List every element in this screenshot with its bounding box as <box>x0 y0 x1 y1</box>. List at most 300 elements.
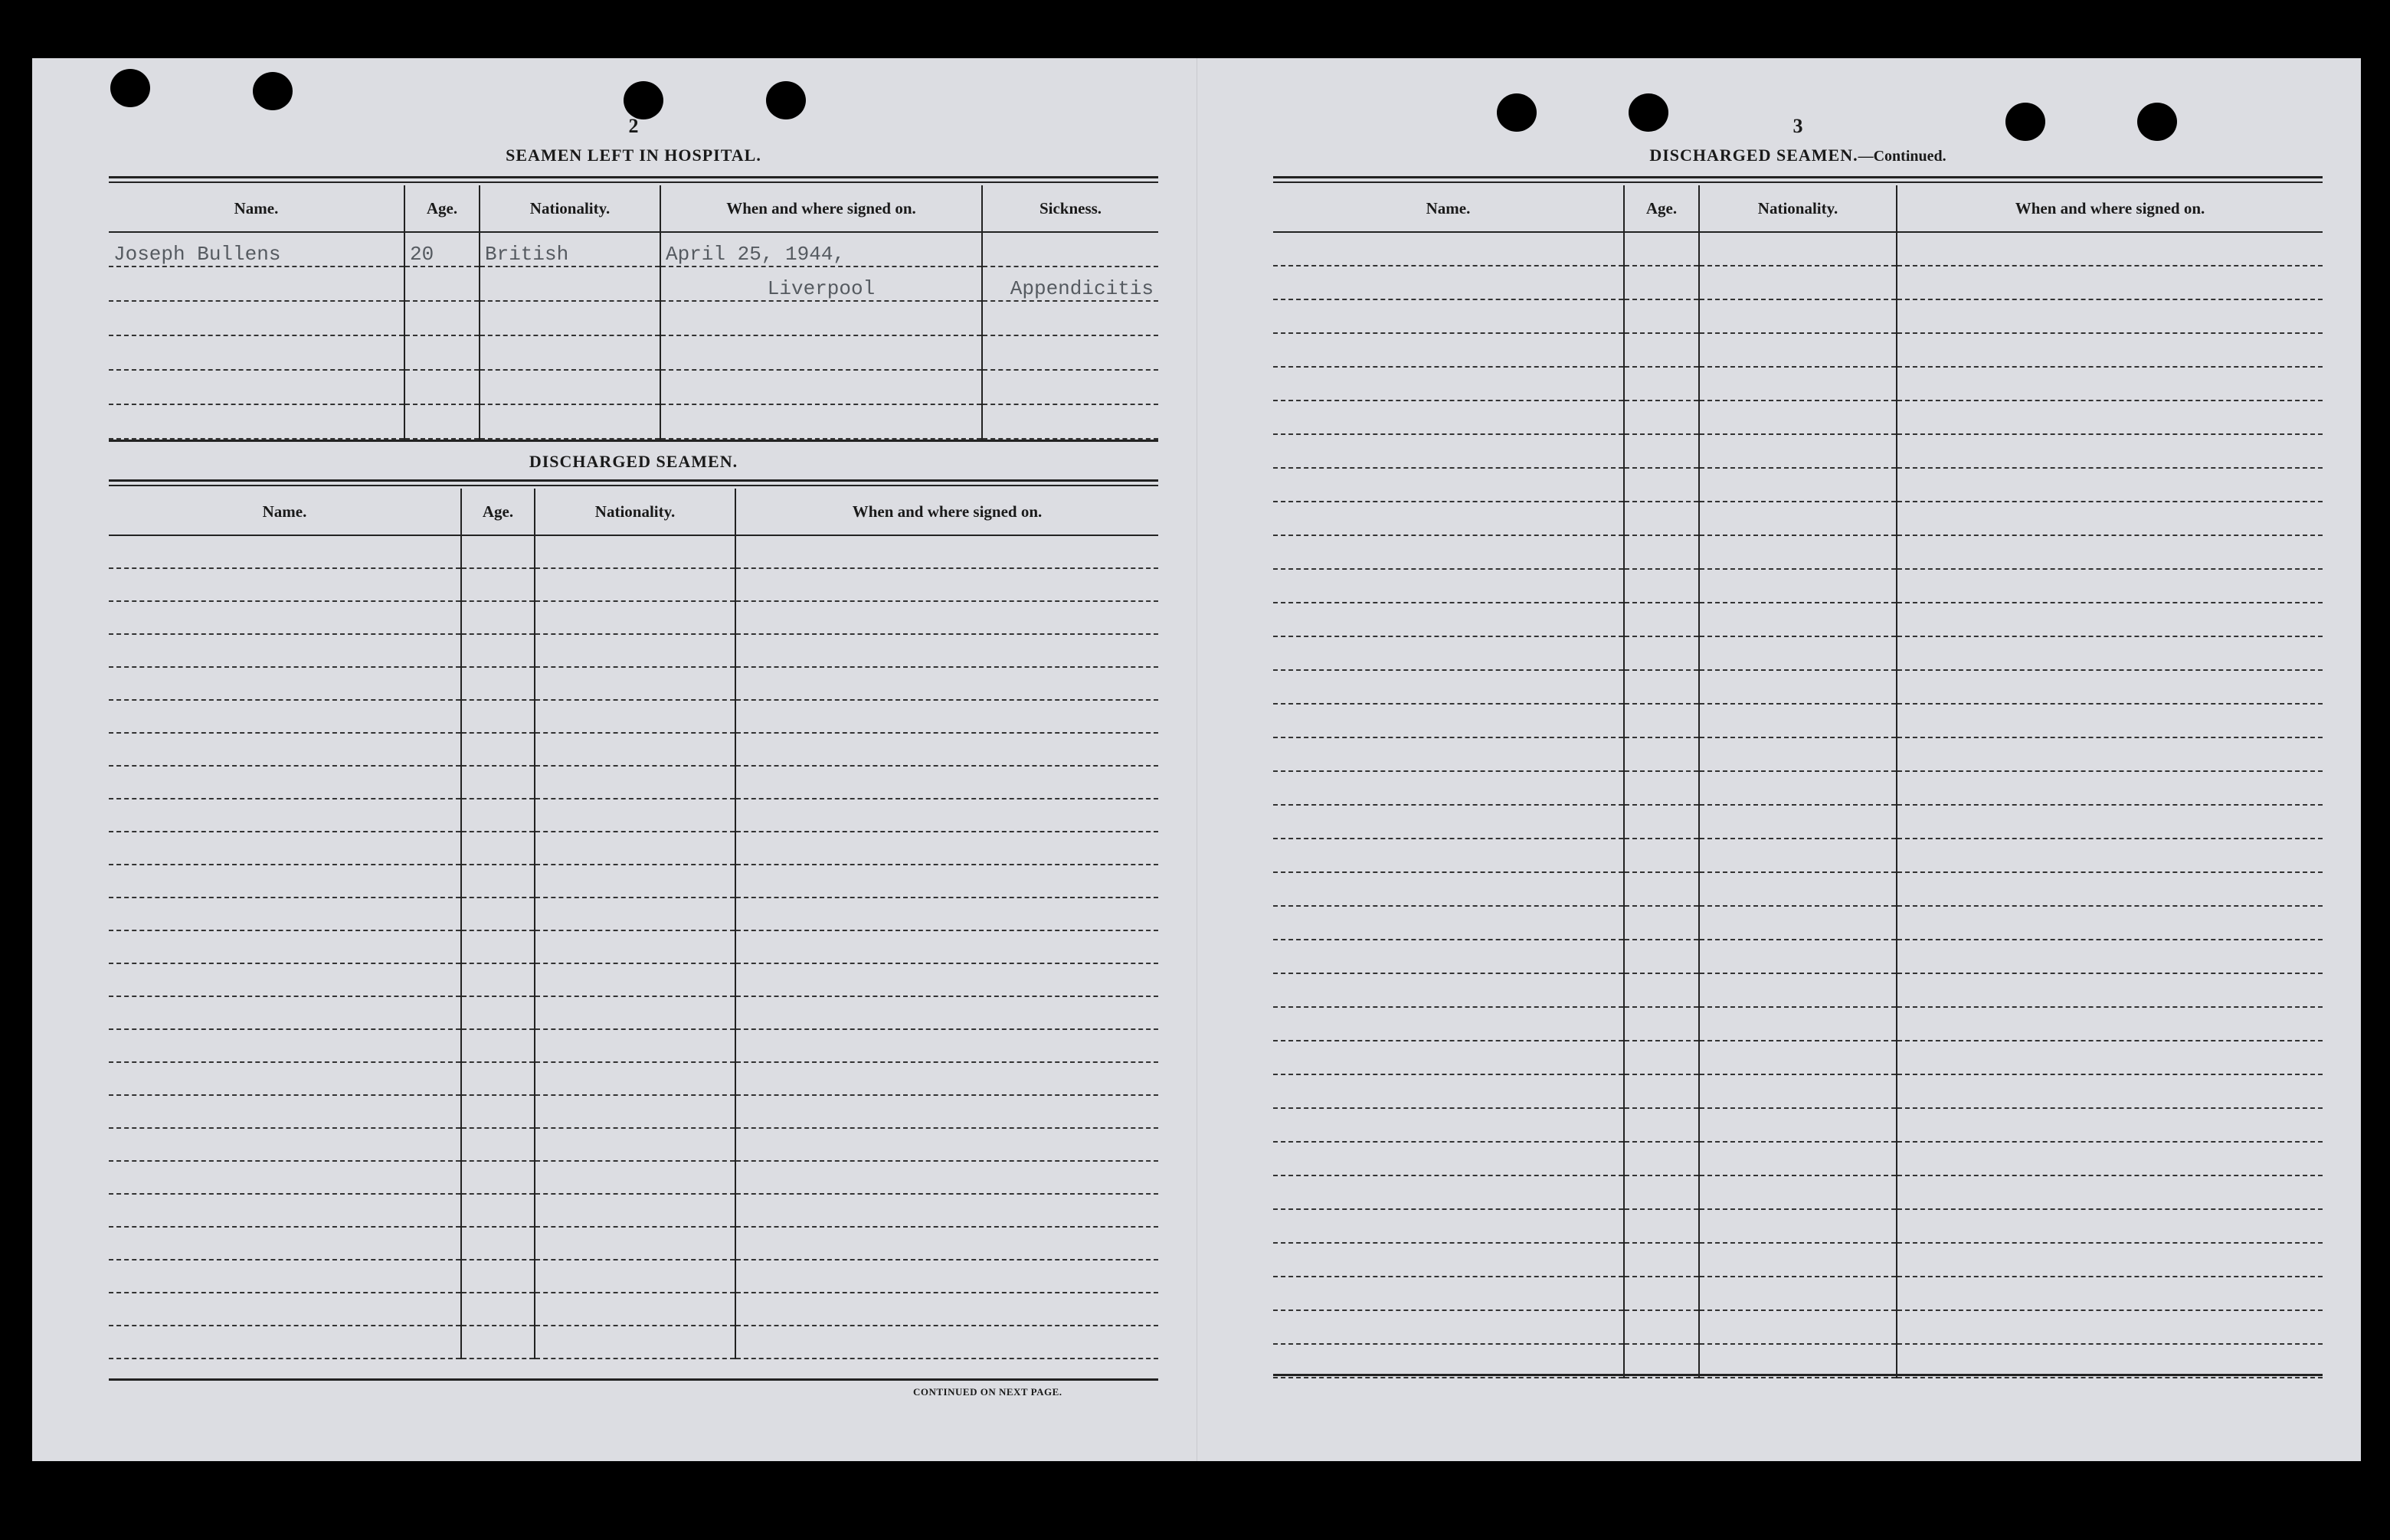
blank-cell <box>1273 906 1624 940</box>
table-row <box>109 301 1158 335</box>
blank-cell <box>735 568 1158 601</box>
blank-cell <box>1699 569 1897 603</box>
table-row <box>109 266 1158 301</box>
blank-cell <box>735 1095 1158 1128</box>
blank-cell <box>1624 805 1699 839</box>
blank-cell <box>1624 401 1699 434</box>
blank-cell <box>1699 1277 1897 1310</box>
blank-cell <box>1897 1108 2323 1142</box>
blank-cell <box>1273 1074 1624 1108</box>
blank-cell <box>1699 1108 1897 1142</box>
blank-cell <box>1273 1007 1624 1041</box>
blank-cell <box>1624 1175 1699 1209</box>
blank-cell <box>1624 636 1699 670</box>
table-row <box>1273 502 2323 535</box>
blank-cell <box>1624 737 1699 771</box>
blank-cell <box>1699 434 1897 468</box>
signed-on-cell: April 25, 1944, <box>660 232 982 266</box>
blank-cell <box>109 1293 461 1326</box>
blank-cell <box>461 634 535 667</box>
blank-cell <box>1273 737 1624 771</box>
table-row <box>1273 468 2323 502</box>
blank-cell <box>461 865 535 898</box>
blank-cell <box>1699 232 1897 266</box>
rule <box>109 440 1158 442</box>
page-number: 2 <box>628 115 639 137</box>
blank-cell <box>735 832 1158 865</box>
blank-cell <box>1699 1209 1897 1243</box>
blank-cell <box>1897 906 2323 940</box>
blank-cell <box>735 898 1158 930</box>
blank-cell <box>535 1029 735 1062</box>
table-row <box>109 1161 1158 1194</box>
blank-cell <box>1897 1041 2323 1074</box>
table-row <box>109 1293 1158 1326</box>
blank-cell <box>1897 839 2323 872</box>
table-row <box>1273 670 2323 704</box>
sickness-cell <box>982 335 1158 370</box>
age-cell <box>404 335 480 370</box>
table-row <box>1273 1310 2323 1344</box>
table-row <box>109 1062 1158 1095</box>
blank-cell <box>1624 872 1699 906</box>
blank-cell <box>109 1128 461 1161</box>
table-row <box>1273 771 2323 805</box>
blank-cell <box>1624 940 1699 973</box>
table-row <box>1273 232 2323 266</box>
blank-cell <box>1699 805 1897 839</box>
table-row <box>1273 1108 2323 1142</box>
table-row <box>109 568 1158 601</box>
nationality-cell <box>480 335 660 370</box>
table-row <box>1273 299 2323 333</box>
blank-cell <box>535 865 735 898</box>
table-row <box>109 1194 1158 1227</box>
table-row <box>109 865 1158 898</box>
right-page <box>1273 58 2323 1461</box>
blank-cell <box>535 700 735 733</box>
blank-cell <box>461 535 535 568</box>
table-row <box>1273 1074 2323 1108</box>
blank-cell <box>735 1293 1158 1326</box>
blank-cell <box>109 1227 461 1260</box>
nationality-cell <box>480 404 660 439</box>
blank-cell <box>109 799 461 832</box>
blank-cell <box>535 535 735 568</box>
table-row <box>1273 1209 2323 1243</box>
blank-cell <box>1273 839 1624 872</box>
blank-cell <box>461 963 535 996</box>
age-cell: 20 <box>404 232 480 266</box>
blank-cell <box>1699 1175 1897 1209</box>
blank-cell <box>1273 1175 1624 1209</box>
column-header: Age. <box>1624 185 1699 232</box>
blank-cell <box>735 1128 1158 1161</box>
blank-cell <box>1897 502 2323 535</box>
table-row <box>109 700 1158 733</box>
name-cell: Joseph Bullens <box>109 232 404 266</box>
blank-cell <box>109 865 461 898</box>
blank-cell <box>109 1062 461 1095</box>
blank-cell <box>461 898 535 930</box>
rule <box>109 479 1158 482</box>
blank-cell <box>109 898 461 930</box>
table-row <box>109 232 1158 266</box>
blank-cell <box>735 634 1158 667</box>
blank-cell <box>1897 1209 2323 1243</box>
column-header: Name. <box>1273 185 1624 232</box>
blank-cell <box>461 766 535 799</box>
blank-cell <box>1699 1243 1897 1277</box>
blank-cell <box>461 733 535 766</box>
blank-cell <box>1897 333 2323 367</box>
blank-cell <box>461 667 535 700</box>
column-header: Name. <box>109 489 461 535</box>
table-row <box>1273 1007 2323 1041</box>
blank-cell <box>1897 1074 2323 1108</box>
table-row <box>109 1029 1158 1062</box>
blank-cell <box>535 568 735 601</box>
table-row <box>1273 805 2323 839</box>
blank-cell <box>109 1029 461 1062</box>
blank-cell <box>1273 973 1624 1007</box>
blank-cell <box>109 634 461 667</box>
blank-cell <box>1897 569 2323 603</box>
blank-cell <box>735 930 1158 963</box>
blank-cell <box>535 898 735 930</box>
blank-cell <box>1897 1175 2323 1209</box>
blank-cell <box>535 1293 735 1326</box>
blank-cell <box>109 1194 461 1227</box>
rule <box>1273 1374 2323 1376</box>
blank-cell <box>1699 468 1897 502</box>
page-number: 3 <box>1793 115 1803 137</box>
blank-cell <box>535 667 735 700</box>
table-row <box>1273 839 2323 872</box>
blank-cell <box>109 700 461 733</box>
blank-cell <box>535 1194 735 1227</box>
blank-cell <box>1699 906 1897 940</box>
blank-cell <box>1624 1142 1699 1175</box>
blank-cell <box>735 1260 1158 1293</box>
blank-cell <box>1699 670 1897 704</box>
table-row <box>1273 704 2323 737</box>
blank-cell <box>1699 1074 1897 1108</box>
blank-cell <box>735 1227 1158 1260</box>
blank-cell <box>1897 266 2323 299</box>
table-row <box>109 766 1158 799</box>
table-row <box>1273 266 2323 299</box>
blank-cell <box>535 1128 735 1161</box>
blank-cell <box>1699 1041 1897 1074</box>
blank-cell <box>1273 299 1624 333</box>
blank-cell <box>1897 1007 2323 1041</box>
blank-cell <box>1624 367 1699 401</box>
signed-on-cell <box>660 370 982 404</box>
signed-on-cell <box>660 301 982 335</box>
continued-note: CONTINUED ON NEXT PAGE. <box>913 1386 1062 1398</box>
blank-cell <box>109 1095 461 1128</box>
blank-cell <box>109 601 461 634</box>
table-row <box>1273 737 2323 771</box>
column-header: When and where signed on. <box>1897 185 2323 232</box>
blank-cell <box>461 832 535 865</box>
blank-cell <box>535 1260 735 1293</box>
blank-cell <box>1699 367 1897 401</box>
table-row <box>1273 1344 2323 1378</box>
blank-cell <box>1273 1041 1624 1074</box>
blank-cell <box>109 1260 461 1293</box>
blank-cell <box>1699 872 1897 906</box>
blank-cell <box>1897 1310 2323 1344</box>
sickness-cell <box>982 301 1158 335</box>
blank-cell <box>1624 906 1699 940</box>
signed-on-cell <box>660 404 982 439</box>
column-header: Nationality. <box>480 185 660 232</box>
nationality-cell <box>480 370 660 404</box>
blank-cell <box>1699 771 1897 805</box>
blank-cell <box>461 1029 535 1062</box>
blank-cell <box>1897 434 2323 468</box>
blank-cell <box>735 1062 1158 1095</box>
blank-cell <box>461 1326 535 1359</box>
hospital-table <box>109 185 1158 440</box>
blank-cell <box>535 1326 735 1359</box>
blank-cell <box>735 667 1158 700</box>
name-cell <box>109 301 404 335</box>
blank-cell <box>1624 1007 1699 1041</box>
blank-cell <box>1624 333 1699 367</box>
document-sheet <box>32 58 2361 1461</box>
blank-cell <box>1897 973 2323 1007</box>
blank-cell <box>735 733 1158 766</box>
blank-cell <box>1273 1310 1624 1344</box>
column-header: Name. <box>109 185 404 232</box>
blank-cell <box>109 667 461 700</box>
blank-cell <box>535 799 735 832</box>
blank-cell <box>1273 805 1624 839</box>
blank-cell <box>461 1128 535 1161</box>
blank-cell <box>1624 299 1699 333</box>
table-row <box>109 963 1158 996</box>
signed-on-cell: Liverpool <box>660 266 982 301</box>
table-row <box>1273 333 2323 367</box>
blank-cell <box>1624 468 1699 502</box>
table-row <box>1273 1175 2323 1209</box>
blank-cell <box>1699 704 1897 737</box>
blank-cell <box>535 1161 735 1194</box>
blank-cell <box>461 1194 535 1227</box>
blank-cell <box>1699 535 1897 569</box>
age-cell <box>404 266 480 301</box>
blank-cell <box>735 865 1158 898</box>
table-row <box>109 1095 1158 1128</box>
table-row <box>109 1260 1158 1293</box>
column-header: Sickness. <box>982 185 1158 232</box>
blank-cell <box>1699 266 1897 299</box>
column-header: Age. <box>404 185 480 232</box>
table-row <box>109 667 1158 700</box>
blank-cell <box>1624 973 1699 1007</box>
blank-cell <box>1897 299 2323 333</box>
table-row <box>109 898 1158 930</box>
blank-cell <box>1897 872 2323 906</box>
blank-cell <box>1273 434 1624 468</box>
blank-cell <box>1897 704 2323 737</box>
name-cell <box>109 335 404 370</box>
table-row <box>1273 603 2323 636</box>
blank-cell <box>535 963 735 996</box>
table-row <box>1273 1243 2323 1277</box>
blank-cell <box>1273 603 1624 636</box>
table-row <box>1273 940 2323 973</box>
blank-cell <box>461 1227 535 1260</box>
blank-cell <box>1273 1243 1624 1277</box>
left-page <box>109 58 1158 1461</box>
blank-cell <box>1273 940 1624 973</box>
table-row <box>109 404 1158 439</box>
column-header: Nationality. <box>535 489 735 535</box>
blank-cell <box>1624 603 1699 636</box>
blank-cell <box>109 733 461 766</box>
blank-cell <box>535 1227 735 1260</box>
rule <box>1273 176 2323 178</box>
table-row <box>109 1326 1158 1359</box>
blank-cell <box>1699 1344 1897 1378</box>
blank-cell <box>1897 367 2323 401</box>
blank-cell <box>1273 468 1624 502</box>
blank-cell <box>1273 771 1624 805</box>
blank-cell <box>1699 1142 1897 1175</box>
age-cell <box>404 404 480 439</box>
blank-cell <box>1273 670 1624 704</box>
blank-cell <box>1273 1142 1624 1175</box>
blank-cell <box>1624 1310 1699 1344</box>
blank-cell <box>1624 1243 1699 1277</box>
table-row <box>1273 535 2323 569</box>
table-row <box>109 634 1158 667</box>
nationality-cell: British <box>480 232 660 266</box>
table-row <box>1273 1277 2323 1310</box>
blank-cell <box>1897 1243 2323 1277</box>
blank-cell <box>1624 434 1699 468</box>
table-row <box>1273 367 2323 401</box>
blank-cell <box>735 1029 1158 1062</box>
blank-cell <box>735 1161 1158 1194</box>
blank-cell <box>535 1095 735 1128</box>
blank-cell <box>735 1326 1158 1359</box>
blank-cell <box>1624 1108 1699 1142</box>
blank-cell <box>1624 670 1699 704</box>
sickness-cell <box>982 370 1158 404</box>
blank-cell <box>535 1062 735 1095</box>
age-cell <box>404 370 480 404</box>
blank-cell <box>535 601 735 634</box>
blank-cell <box>461 1293 535 1326</box>
blank-cell <box>1624 704 1699 737</box>
table-row <box>1273 569 2323 603</box>
blank-cell <box>1273 872 1624 906</box>
blank-cell <box>1273 401 1624 434</box>
blank-cell <box>1897 940 2323 973</box>
blank-cell <box>735 996 1158 1029</box>
name-cell <box>109 266 404 301</box>
table-row <box>1273 636 2323 670</box>
table-row <box>109 601 1158 634</box>
name-cell <box>109 370 404 404</box>
blank-cell <box>1699 839 1897 872</box>
blank-cell <box>1897 1344 2323 1378</box>
blank-cell <box>735 1194 1158 1227</box>
blank-cell <box>461 1095 535 1128</box>
discharged-continued-table <box>1273 185 2323 1378</box>
blank-cell <box>735 601 1158 634</box>
blank-cell <box>1624 1209 1699 1243</box>
blank-cell <box>1624 771 1699 805</box>
blank-cell <box>1699 973 1897 1007</box>
table-row <box>109 1128 1158 1161</box>
table-row <box>109 799 1158 832</box>
blank-cell <box>1273 636 1624 670</box>
blank-cell <box>461 601 535 634</box>
blank-cell <box>1897 401 2323 434</box>
blank-cell <box>109 832 461 865</box>
blank-cell <box>109 1161 461 1194</box>
blank-cell <box>1897 737 2323 771</box>
blank-cell <box>109 766 461 799</box>
blank-cell <box>1699 1007 1897 1041</box>
blank-cell <box>1273 1209 1624 1243</box>
table-row <box>1273 401 2323 434</box>
sickness-cell <box>982 232 1158 266</box>
blank-cell <box>461 1062 535 1095</box>
blank-cell <box>1897 535 2323 569</box>
blank-cell <box>1897 468 2323 502</box>
table-row <box>1273 434 2323 468</box>
discharged-table <box>109 489 1158 1359</box>
rule <box>109 1378 1158 1381</box>
table-row <box>109 335 1158 370</box>
blank-cell <box>1699 299 1897 333</box>
blank-cell <box>1897 603 2323 636</box>
table-row <box>109 930 1158 963</box>
blank-cell <box>1699 636 1897 670</box>
blank-cell <box>1273 232 1624 266</box>
blank-cell <box>1897 805 2323 839</box>
name-cell <box>109 404 404 439</box>
table-row <box>109 1227 1158 1260</box>
blank-cell <box>1624 1041 1699 1074</box>
blank-cell <box>1273 1344 1624 1378</box>
blank-cell <box>1273 502 1624 535</box>
blank-cell <box>1897 636 2323 670</box>
table-row <box>109 370 1158 404</box>
sickness-cell: Appendicitis <box>982 266 1158 301</box>
table-row <box>1273 906 2323 940</box>
blank-cell <box>1273 1108 1624 1142</box>
blank-cell <box>535 733 735 766</box>
blank-cell <box>461 568 535 601</box>
blank-cell <box>1273 704 1624 737</box>
blank-cell <box>1699 1310 1897 1344</box>
blank-cell <box>1273 367 1624 401</box>
table-row <box>109 535 1158 568</box>
blank-cell <box>1699 401 1897 434</box>
blank-cell <box>1624 1277 1699 1310</box>
blank-cell <box>1897 1277 2323 1310</box>
blank-cell <box>1624 569 1699 603</box>
blank-cell <box>109 1326 461 1359</box>
